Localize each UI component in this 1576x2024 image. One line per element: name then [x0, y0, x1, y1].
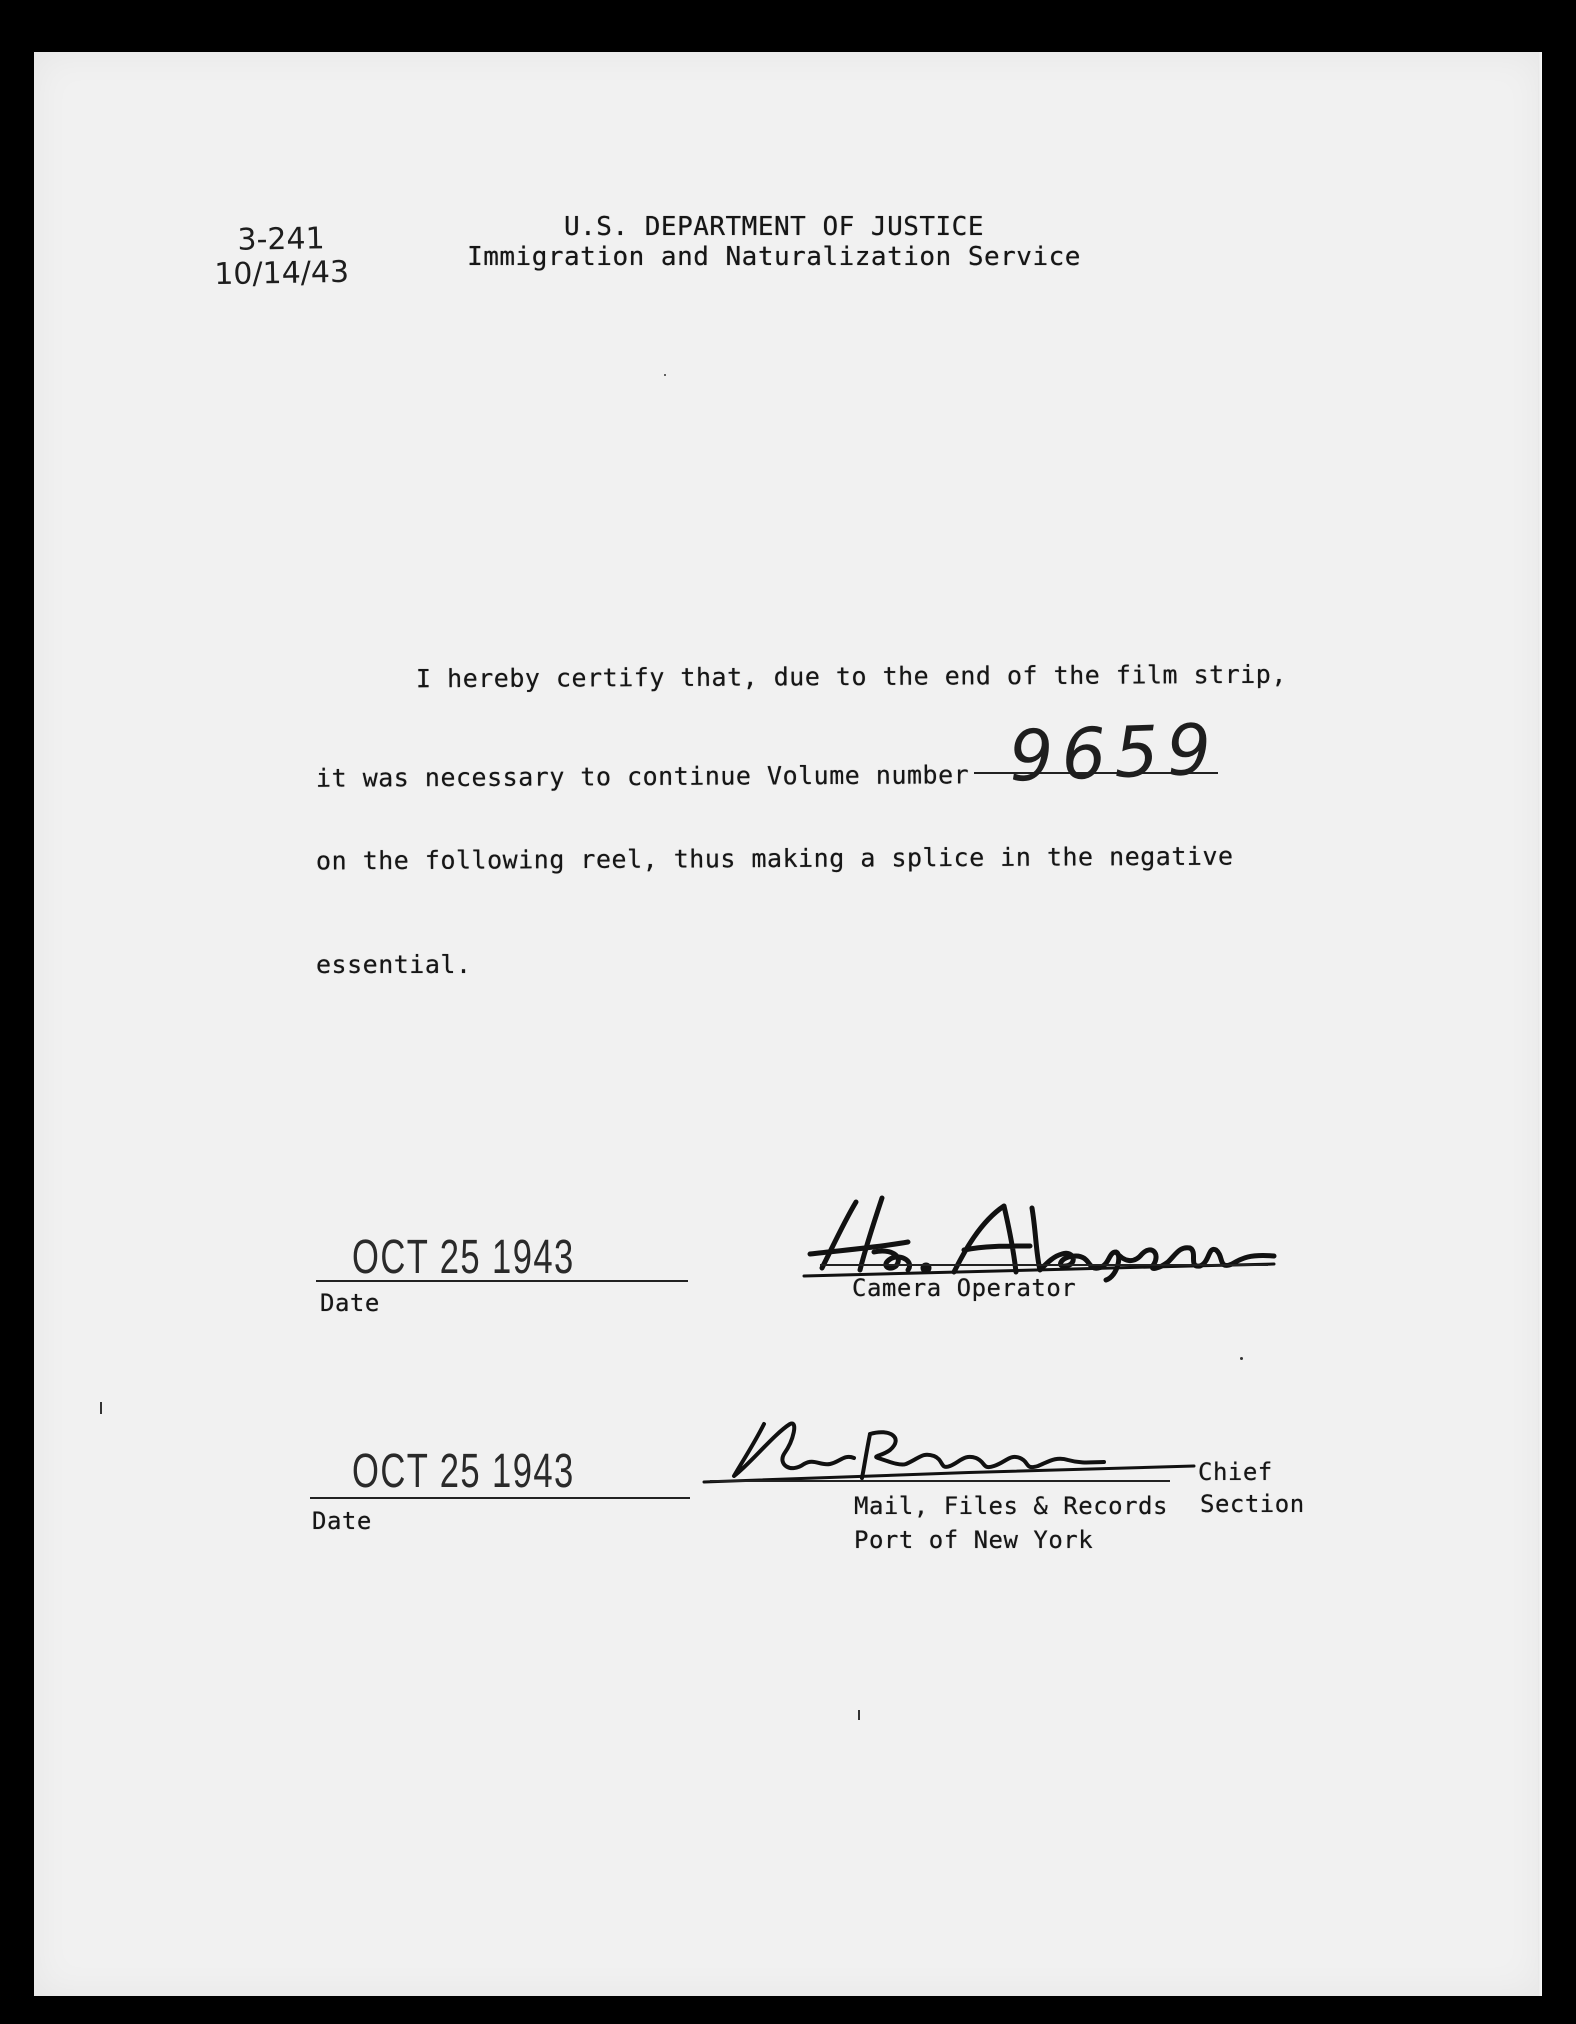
- scan-speck: [664, 374, 666, 376]
- service-heading: Immigration and Naturalization Service: [467, 242, 1081, 272]
- form-number: 3-241: [237, 221, 325, 258]
- section-label: Section: [1200, 1490, 1305, 1518]
- chief-date-stamp: OCT 25 1943: [352, 1445, 575, 1498]
- certification-line-2: it was necessary to continue Volume number: [315, 760, 970, 793]
- mail-files-records-label: Mail, Files & Records: [854, 1492, 1168, 1520]
- department-heading: U.S. DEPARTMENT OF JUSTICE: [564, 212, 984, 242]
- camera-date-rule: [316, 1280, 688, 1282]
- camera-date-label: Date: [320, 1289, 380, 1317]
- scan-speck: [1240, 1357, 1243, 1360]
- camera-operator-rule: [820, 1264, 1268, 1266]
- scan-speck: [858, 1710, 860, 1720]
- port-of-new-york-label: Port of New York: [854, 1526, 1094, 1554]
- certification-line-4: essential.: [316, 950, 472, 979]
- chief-date-label: Date: [312, 1507, 372, 1535]
- chief-label: Chief: [1198, 1458, 1273, 1486]
- camera-operator-label: Camera Operator: [852, 1274, 1077, 1302]
- camera-date-stamp: OCT 25 1943: [352, 1231, 575, 1284]
- form-date: 10/14/43: [213, 254, 350, 293]
- certification-line-3: on the following reel, thus making a splice in the negative: [315, 841, 1234, 876]
- chief-signature-rule: [710, 1480, 1170, 1482]
- certification-line-1: I hereby certify that, due to the end of the film strip,: [415, 659, 1287, 694]
- volume-number: 9659: [1007, 708, 1221, 798]
- document-page: [34, 52, 1542, 1996]
- scan-speck: [100, 1402, 102, 1414]
- camera-operator-signature: [804, 1192, 1284, 1282]
- chief-date-rule: [310, 1497, 690, 1499]
